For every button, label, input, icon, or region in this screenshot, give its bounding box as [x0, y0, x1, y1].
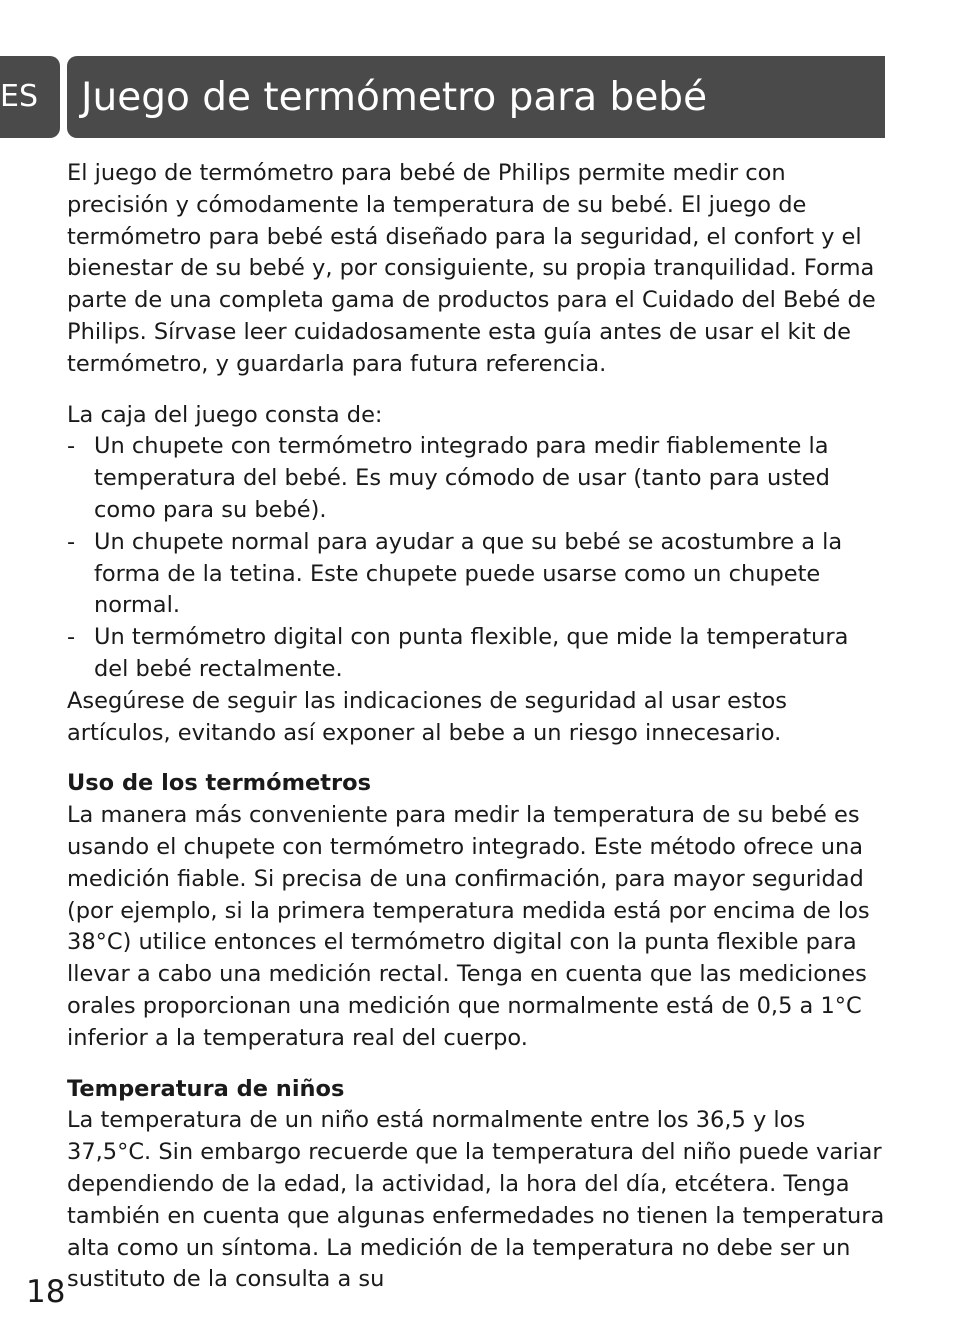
- title-bar: [67, 56, 885, 138]
- language-code: ES: [0, 79, 38, 114]
- box-contents-lead: La caja del juego consta de:: [67, 401, 383, 428]
- spacer: [67, 381, 887, 400]
- section-heading-uso: Uso de los termómetros: [67, 770, 371, 797]
- spacer: [67, 749, 887, 768]
- safety-paragraph: Asegúrese de seguir las indicaciones de seguridad al usar estos artículos, evitando así exponer al bebe a un riesgo innecesario.: [67, 687, 787, 746]
- box-contents-list: [67, 431, 887, 685]
- list-item-text: Un chupete normal para ayudar a que su bebé se acostumbre a la forma de la tetina. Este chupete puede usarse como un chupete normal.: [94, 528, 843, 619]
- section-heading-temperatura: Temperatura de niños: [67, 1075, 345, 1102]
- temperatura-paragraph: La temperatura de un niño está normalmente entre los 36,5 y los 37,5°C. Sin embargo recuerde que la temperatura del niño puede variar dependiendo de la edad, la actividad, la hora del día, etcétera. Tenga también en cuenta que algunas enfermedades no tienen la temperatura alta como un síntoma. La medición de la temperatura no debe ser un sustituto de la consulta a su: [67, 1107, 885, 1293]
- list-item: [67, 527, 887, 622]
- uso-paragraph: La manera más conveniente para medir la temperatura de su bebé es usando el chupete con termómetro integrado. Este método ofrece una medición fiable. Si precisa de una confirmación, para mayor seguridad (por ejemplo, si la primera temperatura medida está por encima de los 38°C) utilice entonces el termómetro digital con la punta flexible para llevar a cabo una medición rectal. Tenga en cuenta que las mediciones orales proporcionan una medición que normalmente está de 0,5 a 1°C inferior a la temperatura real del cuerpo.: [67, 802, 870, 1051]
- list-item: [67, 431, 887, 526]
- dash-bullet: -: [67, 528, 76, 555]
- dash-bullet: -: [67, 433, 76, 460]
- list-item-text: Un termómetro digital con punta flexible, que mide la temperatura del bebé rectalmente.: [94, 624, 849, 682]
- spacer: [67, 1055, 887, 1074]
- list-item-text: Un chupete con termómetro integrado para medir fiablemente la temperatura del bebé. Es muy cómodo de usar (tanto para usted como para su bebé).: [94, 433, 830, 523]
- language-tab: [0, 56, 60, 138]
- dash-bullet: -: [67, 624, 76, 651]
- main-content: [67, 158, 887, 1296]
- list-item: [67, 622, 887, 686]
- page-number: 18: [26, 1274, 66, 1310]
- page-title: Juego de termómetro para bebé: [81, 75, 708, 120]
- intro-paragraph: El juego de termómetro para bebé de Philips permite medir con precisión y cómodamente la temperatura de su bebé. El juego de termómetro para bebé está diseñado para la seguridad, el confort y el bienestar de su bebé y, por consiguiente, su propia tranquilidad. Forma parte de una completa gama de productos para el Cuidado del Bebé de Philips. Sírvase leer cuidadosamente esta guía antes de usar el kit de termómetro, y guardarla para futura referencia.: [67, 160, 876, 377]
